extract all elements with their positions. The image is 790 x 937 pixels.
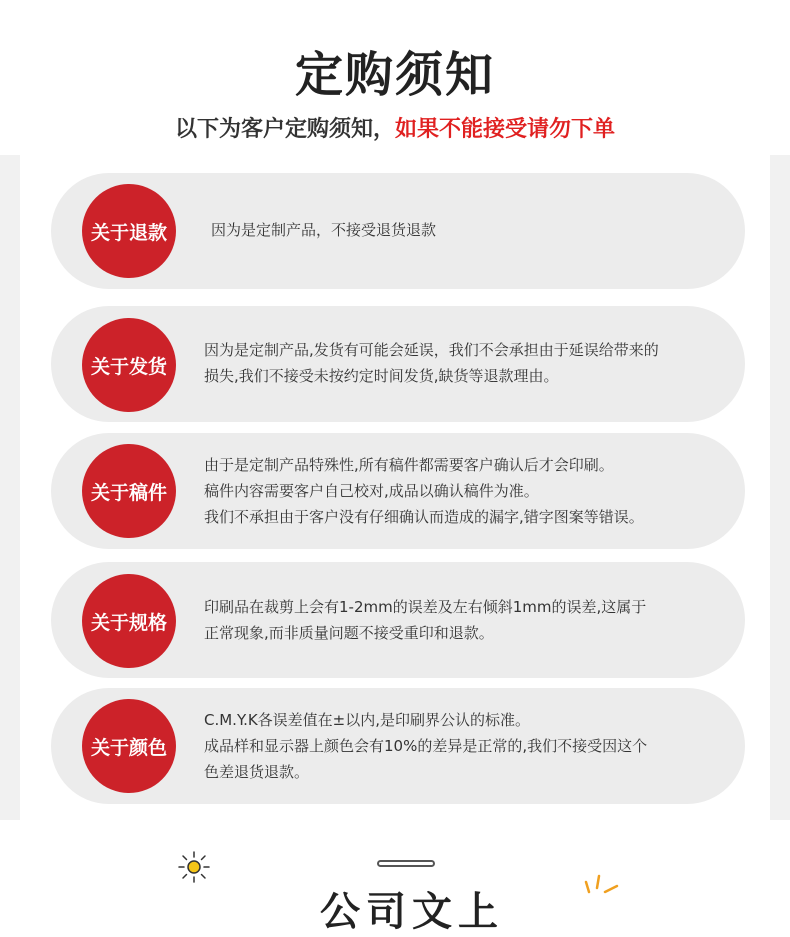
notice-line: 成品样和显示器上颜色会有10%的差异是正常的,我们不接受因这个 [204, 737, 648, 755]
notice-card-specs [51, 562, 745, 678]
notice-line: 我们不承担由于客户没有仔细确认而造成的漏字,错字图案等错误。 [204, 508, 644, 526]
notice-text [204, 337, 717, 389]
notice-badge: 关于稿件 [82, 444, 176, 538]
notice-line: 因为是定制产品，不接受退货退款 [211, 221, 437, 239]
side-bg-right [770, 155, 790, 820]
page-title: 定购须知 [294, 47, 495, 103]
section-divider [377, 860, 435, 867]
notice-line: 色差退货退款。 [204, 763, 310, 781]
notice-text [204, 594, 717, 646]
spark-icon [583, 870, 623, 898]
notice-line: 稿件内容需要客户自己校对,成品以确认稿件为准。 [204, 482, 539, 500]
notice-line: 由于是定制产品特殊性,所有稿件都需要客户确认后才会印刷。 [204, 456, 614, 474]
side-bg-left [0, 155, 20, 820]
notice-line: C.M.Y.K各误差值在±以内,是印刷界公认的标准。 [204, 711, 531, 729]
notice-text [211, 217, 717, 243]
subtitle-warning: 如果不能接受请勿下单 [395, 117, 616, 142]
notice-card-artwork [51, 433, 745, 549]
notice-badge: 关于颜色 [82, 699, 176, 793]
sun-icon [177, 850, 211, 884]
subtitle-prefix: 以下为客户定购须知， [174, 117, 395, 142]
notice-badge: 关于发货 [82, 318, 176, 412]
notice-card-refund [51, 173, 745, 289]
notice-text [204, 707, 717, 785]
notice-card-color [51, 688, 745, 804]
notice-badge: 关于规格 [82, 574, 176, 668]
notice-line: 因为是定制产品,发货有可能会延误，我们不会承担由于延误给带来的 [204, 341, 659, 359]
notice-line: 损失,我们不接受未按约定时间发货,缺货等退款理由。 [204, 367, 559, 385]
company-section-title: 公司文上 [320, 889, 504, 935]
notice-text [204, 452, 717, 530]
notice-card-shipping [51, 306, 745, 422]
page-subtitle [0, 112, 790, 143]
notice-line: 正常现象,而非质量问题不接受重印和退款。 [204, 624, 494, 642]
notice-badge: 关于退款 [82, 184, 176, 278]
notice-line: 印刷品在裁剪上会有1-2mm的误差及左右倾斜1mm的误差,这属于 [204, 598, 647, 616]
